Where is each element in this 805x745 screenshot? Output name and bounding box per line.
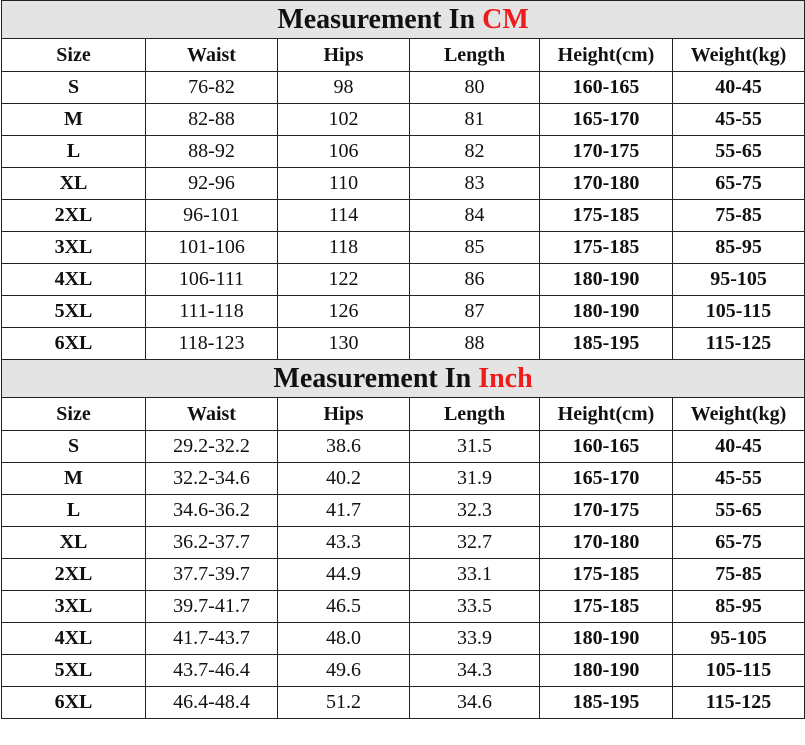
length-cell: 81 <box>410 104 540 136</box>
waist-cell: 41.7-43.7 <box>146 623 278 655</box>
hips-cell: 43.3 <box>278 527 410 559</box>
height-cell: 165-170 <box>540 104 673 136</box>
waist-cell: 46.4-48.4 <box>146 687 278 719</box>
height-cell: 180-190 <box>540 296 673 328</box>
height-cell: 185-195 <box>540 687 673 719</box>
waist-cell: 76-82 <box>146 72 278 104</box>
length-cell: 88 <box>410 328 540 360</box>
weight-cell: 115-125 <box>673 687 805 719</box>
length-cell: 83 <box>410 168 540 200</box>
table-row <box>2 527 805 559</box>
weight-cell: 75-85 <box>673 200 805 232</box>
size-cell: 2XL <box>2 200 146 232</box>
table-row <box>2 200 805 232</box>
length-cell: 34.3 <box>410 655 540 687</box>
waist-cell: 101-106 <box>146 232 278 264</box>
height-cell: 180-190 <box>540 623 673 655</box>
weight-cell: 95-105 <box>673 264 805 296</box>
length-cell: 87 <box>410 296 540 328</box>
hips-cell: 114 <box>278 200 410 232</box>
height-cell: 170-180 <box>540 527 673 559</box>
size-cell: 5XL <box>2 296 146 328</box>
weight-cell: 75-85 <box>673 559 805 591</box>
inch-header-row <box>2 398 805 431</box>
height-cell: 160-165 <box>540 431 673 463</box>
cm-title-row <box>2 1 805 39</box>
table-row <box>2 655 805 687</box>
waist-cell: 34.6-36.2 <box>146 495 278 527</box>
column-header-waist: Waist <box>146 39 278 72</box>
length-cell: 31.5 <box>410 431 540 463</box>
height-cell: 175-185 <box>540 559 673 591</box>
table-row <box>2 104 805 136</box>
inch-title-row <box>2 360 805 398</box>
table-row <box>2 463 805 495</box>
column-header-weight: Weight(kg) <box>673 398 805 431</box>
table-row <box>2 495 805 527</box>
weight-cell: 105-115 <box>673 296 805 328</box>
table-row <box>2 264 805 296</box>
length-cell: 33.5 <box>410 591 540 623</box>
length-cell: 32.3 <box>410 495 540 527</box>
size-chart-table <box>1 0 805 719</box>
weight-cell: 40-45 <box>673 431 805 463</box>
table-row <box>2 431 805 463</box>
table-row <box>2 72 805 104</box>
size-cell: M <box>2 463 146 495</box>
waist-cell: 118-123 <box>146 328 278 360</box>
table-row <box>2 591 805 623</box>
hips-cell: 40.2 <box>278 463 410 495</box>
length-cell: 85 <box>410 232 540 264</box>
column-header-size: Size <box>2 39 146 72</box>
height-cell: 175-185 <box>540 200 673 232</box>
height-cell: 175-185 <box>540 591 673 623</box>
weight-cell: 55-65 <box>673 495 805 527</box>
size-cell: 4XL <box>2 264 146 296</box>
height-cell: 170-175 <box>540 136 673 168</box>
waist-cell: 43.7-46.4 <box>146 655 278 687</box>
length-cell: 33.1 <box>410 559 540 591</box>
height-cell: 175-185 <box>540 232 673 264</box>
height-cell: 180-190 <box>540 264 673 296</box>
table-row <box>2 328 805 360</box>
table-row <box>2 232 805 264</box>
waist-cell: 32.2-34.6 <box>146 463 278 495</box>
length-cell: 33.9 <box>410 623 540 655</box>
size-cell: S <box>2 431 146 463</box>
size-cell: L <box>2 495 146 527</box>
weight-cell: 105-115 <box>673 655 805 687</box>
length-cell: 82 <box>410 136 540 168</box>
hips-cell: 48.0 <box>278 623 410 655</box>
hips-cell: 118 <box>278 232 410 264</box>
waist-cell: 88-92 <box>146 136 278 168</box>
column-header-weight: Weight(kg) <box>673 39 805 72</box>
waist-cell: 111-118 <box>146 296 278 328</box>
hips-cell: 51.2 <box>278 687 410 719</box>
column-header-length: Length <box>410 39 540 72</box>
waist-cell: 37.7-39.7 <box>146 559 278 591</box>
column-header-length: Length <box>410 398 540 431</box>
length-cell: 86 <box>410 264 540 296</box>
table-row <box>2 687 805 719</box>
height-cell: 180-190 <box>540 655 673 687</box>
cm-title-prefix: Measurement In <box>277 4 483 35</box>
table-row <box>2 559 805 591</box>
waist-cell: 29.2-32.2 <box>146 431 278 463</box>
size-cell: L <box>2 136 146 168</box>
inch-section <box>2 360 805 719</box>
length-cell: 31.9 <box>410 463 540 495</box>
column-header-size: Size <box>2 398 146 431</box>
waist-cell: 39.7-41.7 <box>146 591 278 623</box>
weight-cell: 45-55 <box>673 463 805 495</box>
hips-cell: 106 <box>278 136 410 168</box>
hips-cell: 126 <box>278 296 410 328</box>
table-row <box>2 136 805 168</box>
weight-cell: 65-75 <box>673 527 805 559</box>
height-cell: 170-175 <box>540 495 673 527</box>
cm-section-title <box>2 1 805 39</box>
hips-cell: 46.5 <box>278 591 410 623</box>
length-cell: 34.6 <box>410 687 540 719</box>
hips-cell: 38.6 <box>278 431 410 463</box>
hips-cell: 122 <box>278 264 410 296</box>
weight-cell: 45-55 <box>673 104 805 136</box>
height-cell: 160-165 <box>540 72 673 104</box>
column-header-hips: Hips <box>278 398 410 431</box>
weight-cell: 40-45 <box>673 72 805 104</box>
size-cell: 3XL <box>2 232 146 264</box>
size-cell: 5XL <box>2 655 146 687</box>
column-header-waist: Waist <box>146 398 278 431</box>
weight-cell: 55-65 <box>673 136 805 168</box>
hips-cell: 110 <box>278 168 410 200</box>
size-cell: 2XL <box>2 559 146 591</box>
cm-title-unit: CM <box>482 4 529 35</box>
table-row <box>2 296 805 328</box>
inch-title-unit: Inch <box>478 363 533 394</box>
height-cell: 185-195 <box>540 328 673 360</box>
cm-header-row <box>2 39 805 72</box>
waist-cell: 36.2-37.7 <box>146 527 278 559</box>
hips-cell: 98 <box>278 72 410 104</box>
size-cell: 6XL <box>2 328 146 360</box>
size-cell: S <box>2 72 146 104</box>
size-cell: 4XL <box>2 623 146 655</box>
waist-cell: 96-101 <box>146 200 278 232</box>
hips-cell: 130 <box>278 328 410 360</box>
hips-cell: 41.7 <box>278 495 410 527</box>
height-cell: 165-170 <box>540 463 673 495</box>
weight-cell: 65-75 <box>673 168 805 200</box>
length-cell: 80 <box>410 72 540 104</box>
length-cell: 84 <box>410 200 540 232</box>
size-cell: XL <box>2 527 146 559</box>
table-row <box>2 623 805 655</box>
height-cell: 170-180 <box>540 168 673 200</box>
column-header-height: Height(cm) <box>540 398 673 431</box>
size-cell: XL <box>2 168 146 200</box>
weight-cell: 95-105 <box>673 623 805 655</box>
inch-section-title <box>2 360 805 398</box>
size-cell: M <box>2 104 146 136</box>
size-cell: 3XL <box>2 591 146 623</box>
hips-cell: 44.9 <box>278 559 410 591</box>
table-row <box>2 168 805 200</box>
inch-title-prefix: Measurement In <box>273 363 479 394</box>
weight-cell: 85-95 <box>673 591 805 623</box>
waist-cell: 92-96 <box>146 168 278 200</box>
size-cell: 6XL <box>2 687 146 719</box>
column-header-height: Height(cm) <box>540 39 673 72</box>
hips-cell: 102 <box>278 104 410 136</box>
hips-cell: 49.6 <box>278 655 410 687</box>
waist-cell: 106-111 <box>146 264 278 296</box>
length-cell: 32.7 <box>410 527 540 559</box>
weight-cell: 115-125 <box>673 328 805 360</box>
cm-section <box>2 1 805 360</box>
weight-cell: 85-95 <box>673 232 805 264</box>
waist-cell: 82-88 <box>146 104 278 136</box>
column-header-hips: Hips <box>278 39 410 72</box>
